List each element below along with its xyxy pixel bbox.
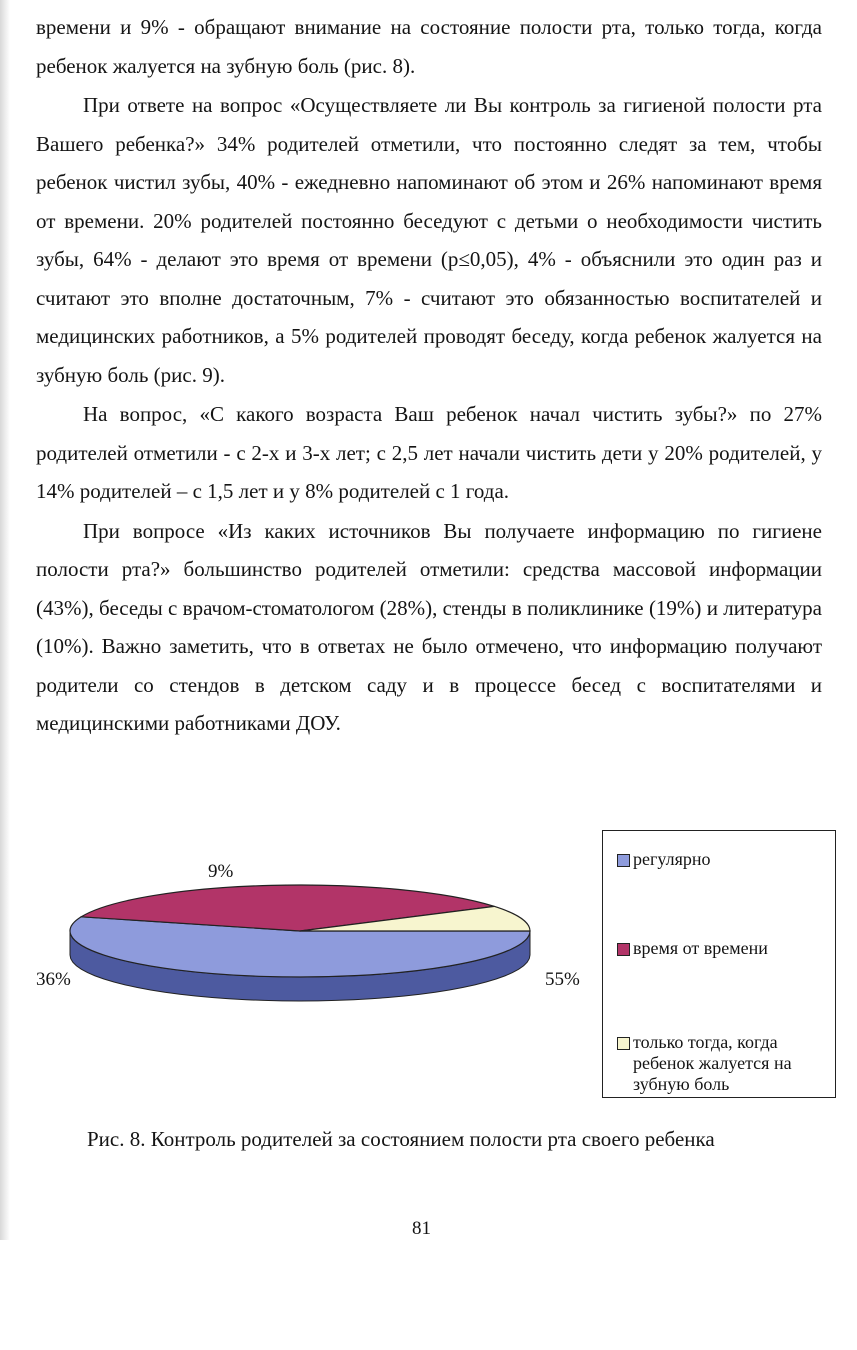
- legend-item-regular: [617, 849, 823, 870]
- legend-item-sometimes: [617, 938, 823, 959]
- legend-label-pain: только тогда, когда ребенок жалуется на зубную боль: [633, 1032, 792, 1094]
- legend-item-pain: [617, 1032, 823, 1095]
- legend-swatch-regular: [617, 854, 630, 867]
- legend-label-sometimes: время от времени: [633, 938, 768, 958]
- paragraph-3: На вопрос, «С какого возраста Ваш ребенок начал чистить зубы?» по 27% родителей отметили - с 2-х и 3-х лет; с 2,5 лет начали чистить дети у 20% родителей, у 14% родителей – с 1,5 лет и у 8% родителей с 1 года.: [36, 402, 822, 503]
- pie-chart-svg: [30, 825, 600, 1125]
- legend-label-regular: регулярно: [633, 849, 711, 869]
- page-number: 81: [412, 1218, 431, 1239]
- legend-swatch-pain: [617, 1037, 630, 1050]
- figure-caption: Рис. 8. Контроль родителей за состоянием полости рта своего ребенка: [87, 1127, 715, 1151]
- pie-label-pain: 9%: [208, 861, 234, 882]
- pie-label-regular: 55%: [545, 969, 580, 990]
- pie-label-sometimes: 36%: [36, 969, 71, 990]
- chart-legend: [602, 830, 836, 1098]
- body-text: [36, 8, 822, 743]
- pie-chart: [30, 825, 820, 1125]
- paragraph-4: При вопросе «Из каких источников Вы получаете информацию по гигиене полости рта?» большинство родителей отметили: средства массовой информации (43%), беседы с врачом-стоматологом (28%), стенды в поликлинике (19%) и литература (10%). Важно заметить, что в ответах не было отмечено, что информацию получают родители со стендов в детском саду и в процессе бесед с воспитателями и медицинскими работниками ДОУ.: [36, 518, 822, 735]
- scan-edge-shadow: [0, 0, 10, 1240]
- legend-swatch-sometimes: [617, 943, 630, 956]
- paragraph-1: времени и 9% - обращают внимание на состояние полости рта, только тогда, когда ребенок жалуется на зубную боль (рис. 8).: [36, 15, 822, 78]
- paragraph-2: При ответе на вопрос «Осуществляете ли Вы контроль за гигиеной полости рта Вашего ребенка?» 34% родителей отметили, что постоянно следят за тем, чтобы ребенок чистил зубы, 40% - ежедневно напоминают об этом и 26% напоминают время от времени. 20% родителей постоянно беседуют с детьми о необходимости чистить зубы, 64% - делают это время от времени (p≤0,05), 4% - объяснили это один раз и считают это вполне достаточным, 7% - считают это обязанностью воспитателей и медицинских работников, а 5% родителей проводят беседу, когда ребенок жалуется на зубную боль (рис. 9).: [36, 93, 822, 387]
